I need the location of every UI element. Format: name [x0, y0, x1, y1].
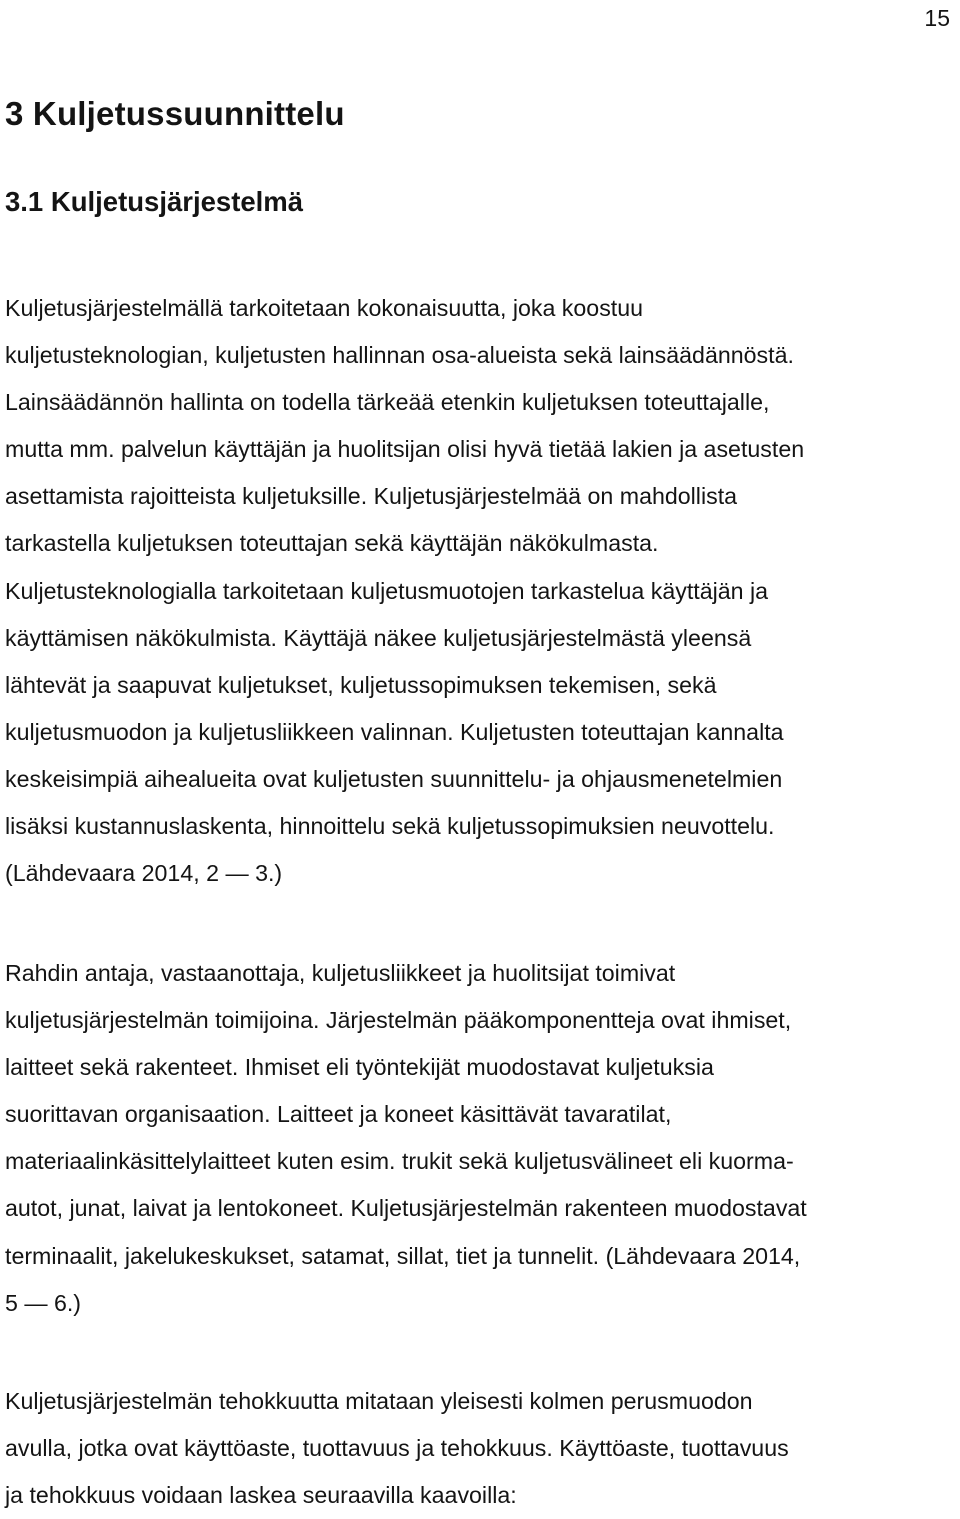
text-line: terminaalit, jakelukeskukset, satamat, sillat, tiet ja tunnelit. (Lähdevaara 2014,	[5, 1242, 801, 1269]
text-line: Rahdin antaja, vastaanottaja, kuljetusliikkeet ja huolitsijat toimivat	[5, 960, 676, 986]
page-number: 15	[924, 5, 950, 31]
text-line: lisäksi kustannuslaskenta, hinnoittelu sekä kuljetussopimuksien neuvottelu.	[5, 813, 775, 840]
paragraph-transport-system	[5, 285, 957, 897]
text-line: kuljetusjärjestelmän toimijoina. Järjestelmän pääkomponentteja ovat ihmiset,	[5, 1007, 792, 1034]
text-line: lähtevät ja saapuvat kuljetukset, kuljetussopimuksen tekemisen, sekä	[5, 671, 717, 698]
citation-line: (Lähdevaara 2014, 2 — 3.)	[5, 860, 283, 887]
text-line: Lainsäädännön hallinta on todella tärkeää etenkin kuljetuksen toteuttajalle,	[5, 389, 770, 416]
text-line: kuljetusteknologian, kuljetusten hallinnan osa-alueista sekä lainsäädännöstä.	[5, 342, 794, 369]
chapter-heading: 3 Kuljetussuunnittelu	[5, 95, 345, 132]
section-heading: 3.1 Kuljetusjärjestelmä	[5, 186, 304, 217]
text-line: autot, junat, laivat ja lentokoneet. Kuljetusjärjestelmän rakenteen muodostavat	[5, 1195, 807, 1222]
text-line: laitteet sekä rakenteet. Ihmiset eli työntekijät muodostavat kuljetuksia	[5, 1054, 714, 1081]
text-line: kuljetusmuodon ja kuljetusliikkeen valinnan. Kuljetusten toteuttajan kannalta	[5, 718, 784, 745]
paragraph-system-actors	[5, 950, 957, 1327]
text-line: ja tehokkuus voidaan laskea seuraavilla kaavoilla:	[5, 1482, 517, 1509]
text-line: Kuljetusjärjestelmän tehokkuutta mitataan yleisesti kolmen perusmuodon	[5, 1388, 753, 1414]
text-line: materiaalinkäsittelylaitteet kuten esim. trukit sekä kuljetusvälineet eli kuorma-	[5, 1148, 794, 1175]
text-line: mutta mm. palvelun käyttäjän ja huolitsijan olisi hyvä tietää lakien ja asetusten	[5, 436, 805, 463]
paragraph-efficiency	[5, 1378, 957, 1519]
text-line: käyttämisen näkökulmista. Käyttäjä näkee kuljetusjärjestelmästä yleensä	[5, 624, 752, 651]
text-line: suorittavan organisaation. Laitteet ja koneet käsittävät tavaratilat,	[5, 1101, 672, 1128]
text-line: asettamista rajoitteista kuljetuksille. Kuljetusjärjestelmää on mahdollista	[5, 483, 738, 510]
citation-line: 5 — 6.)	[5, 1289, 82, 1316]
text-line: avulla, jotka ovat käyttöaste, tuottavuus ja tehokkuus. Käyttöaste, tuottavuus	[5, 1435, 789, 1462]
text-line: tarkastella kuljetuksen toteuttajan sekä käyttäjän näkökulmasta.	[5, 530, 659, 557]
text-line: keskeisimpiä aihealueita ovat kuljetusten suunnittelu- ja ohjausmenetelmien	[5, 765, 783, 792]
text-line: Kuljetusteknologialla tarkoitetaan kuljetusmuotojen tarkastelua käyttäjän ja	[5, 577, 769, 604]
text-line: Kuljetusjärjestelmällä tarkoitetaan kokonaisuutta, joka koostuu	[5, 295, 644, 321]
